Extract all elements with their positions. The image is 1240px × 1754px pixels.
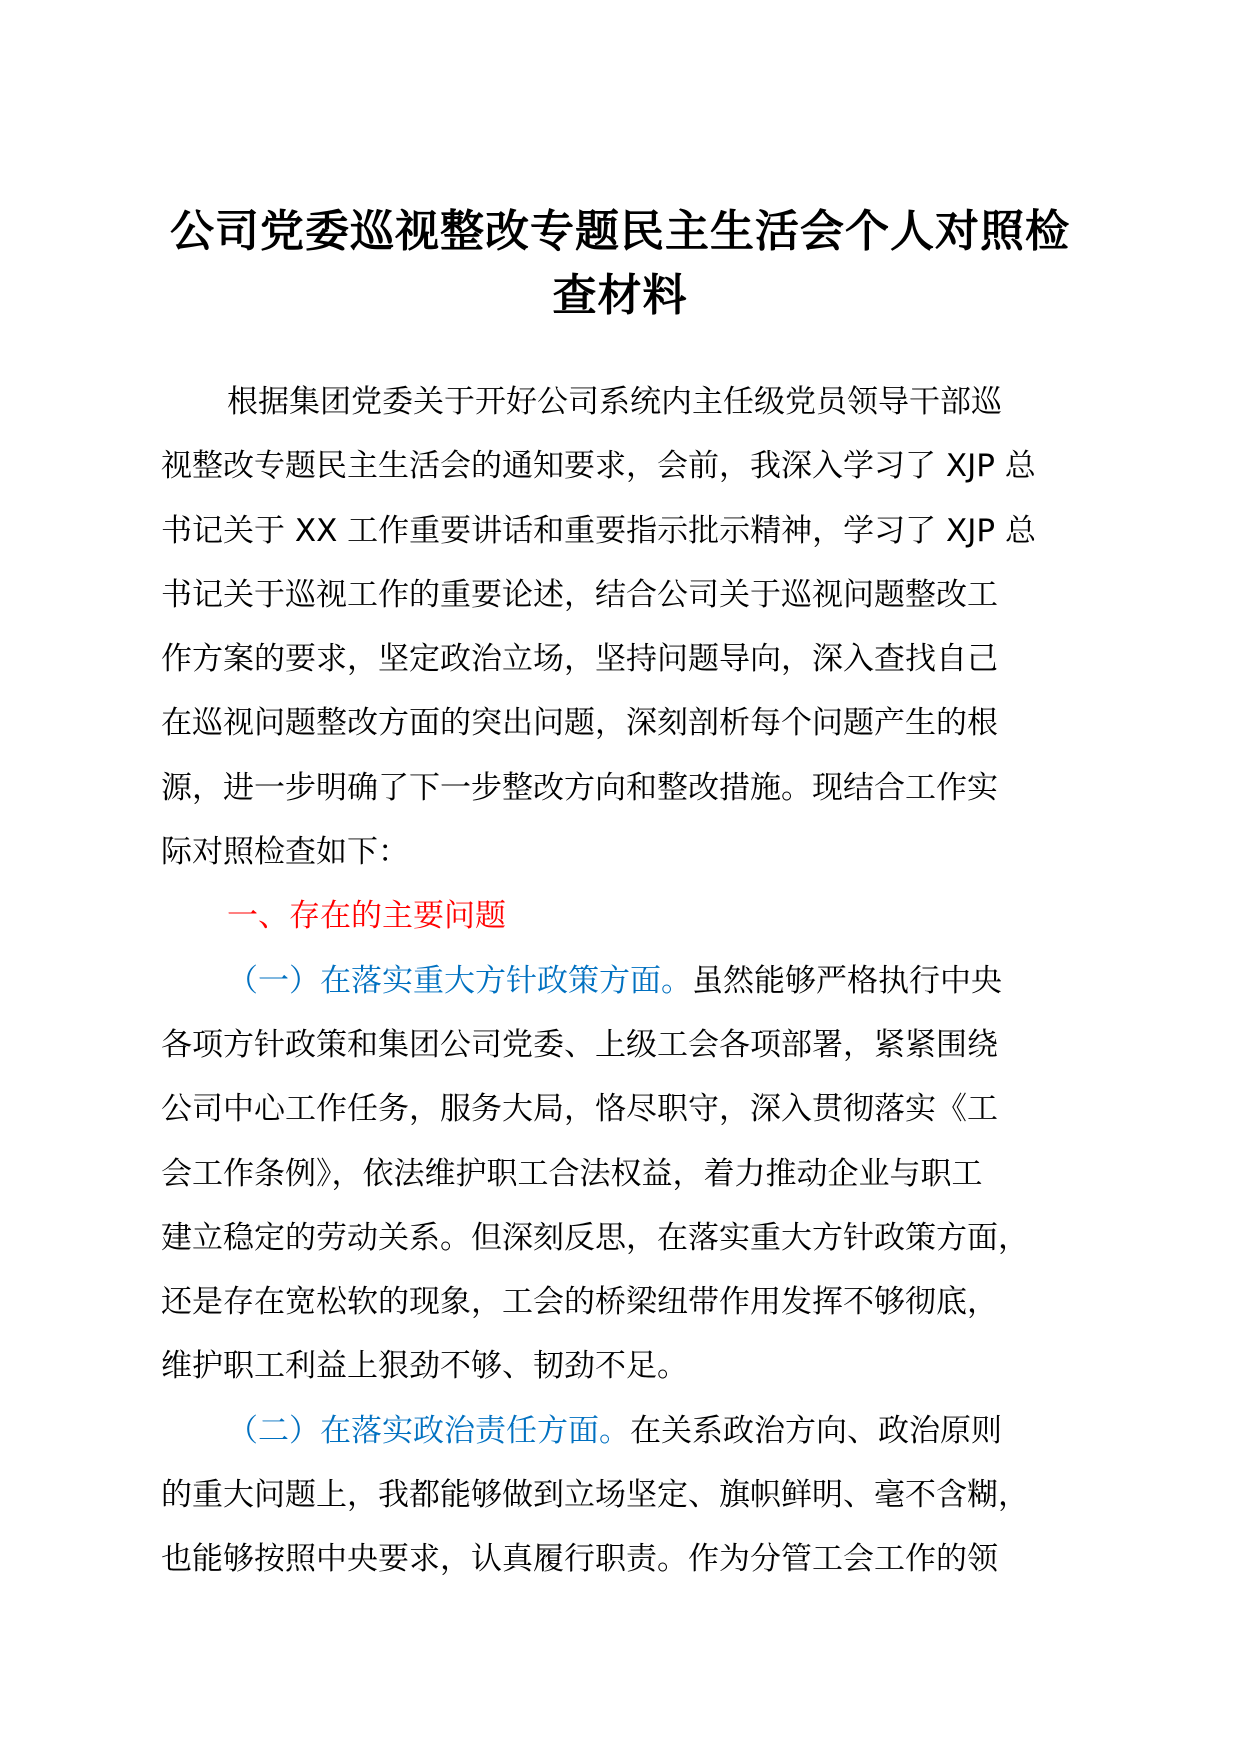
item1-line: 维护职工利益上狠劲不够、韧劲不足。	[161, 1348, 688, 1385]
item1-line: 还是存在宽松软的现象，工会的桥梁纽带作用发挥不够彻底，	[161, 1284, 998, 1321]
section-heading: 一、存在的主要问题	[227, 898, 506, 935]
document-body	[161, 370, 1121, 1592]
item1-line: 公司中心工作任务，服务大局，恪尽职守，深入贯彻落实《工	[161, 1091, 998, 1128]
item1-heading: （一）在落实重大方针政策方面。	[227, 962, 692, 999]
title-line-1: 公司党委巡视整改专题民主生活会个人对照检	[170, 206, 1070, 257]
item1-first-line-text: 虽然能够严格执行中央	[692, 962, 1002, 999]
item2-first-line-text: 在关系政治方向、政治原则	[630, 1412, 1002, 1449]
item1-line: 会工作条例》，依法维护职工合法权益，着力推动企业与职工	[161, 1155, 983, 1192]
item1-line: 建立稳定的劳动关系。但深刻反思，在落实重大方针政策方面，	[161, 1219, 1029, 1256]
intro-line: 书记关于 XX 工作重要讲话和重要指示批示精神，学习了 XJP 总	[161, 512, 1036, 549]
item1-first-line	[161, 949, 1121, 1013]
item2-line: 的重大问题上，我都能够做到立场坚定、旗帜鲜明、毫不含糊，	[161, 1477, 1029, 1514]
item2-heading: （二）在落实政治责任方面。	[227, 1412, 630, 1449]
intro-line: 际对照检查如下：	[161, 834, 409, 871]
intro-line: 在巡视问题整改方面的突出问题，深刻剖析每个问题产生的根	[161, 705, 998, 742]
intro-line: 书记关于巡视工作的重要论述，结合公司关于巡视问题整改工	[161, 576, 998, 613]
title-line-2: 查材料	[552, 270, 688, 321]
item2-first-line	[161, 1399, 1121, 1463]
document-title	[160, 200, 1080, 328]
item2-line: 也能够按照中央要求，认真履行职责。作为分管工会工作的领	[161, 1541, 998, 1578]
intro-line: 视整改专题民主生活会的通知要求，会前，我深入学习了 XJP 总	[161, 448, 1036, 485]
intro-line: 源，进一步明确了下一步整改方向和整改措施。现结合工作实	[161, 769, 998, 806]
intro-line: 根据集团党委关于开好公司系统内主任级党员领导干部巡	[227, 384, 1002, 420]
item1-line: 各项方针政策和集团公司党委、上级工会各项部署，紧紧围绕	[161, 1026, 998, 1063]
intro-line: 作方案的要求，坚定政治立场，坚持问题导向，深入查找自己	[161, 641, 998, 678]
